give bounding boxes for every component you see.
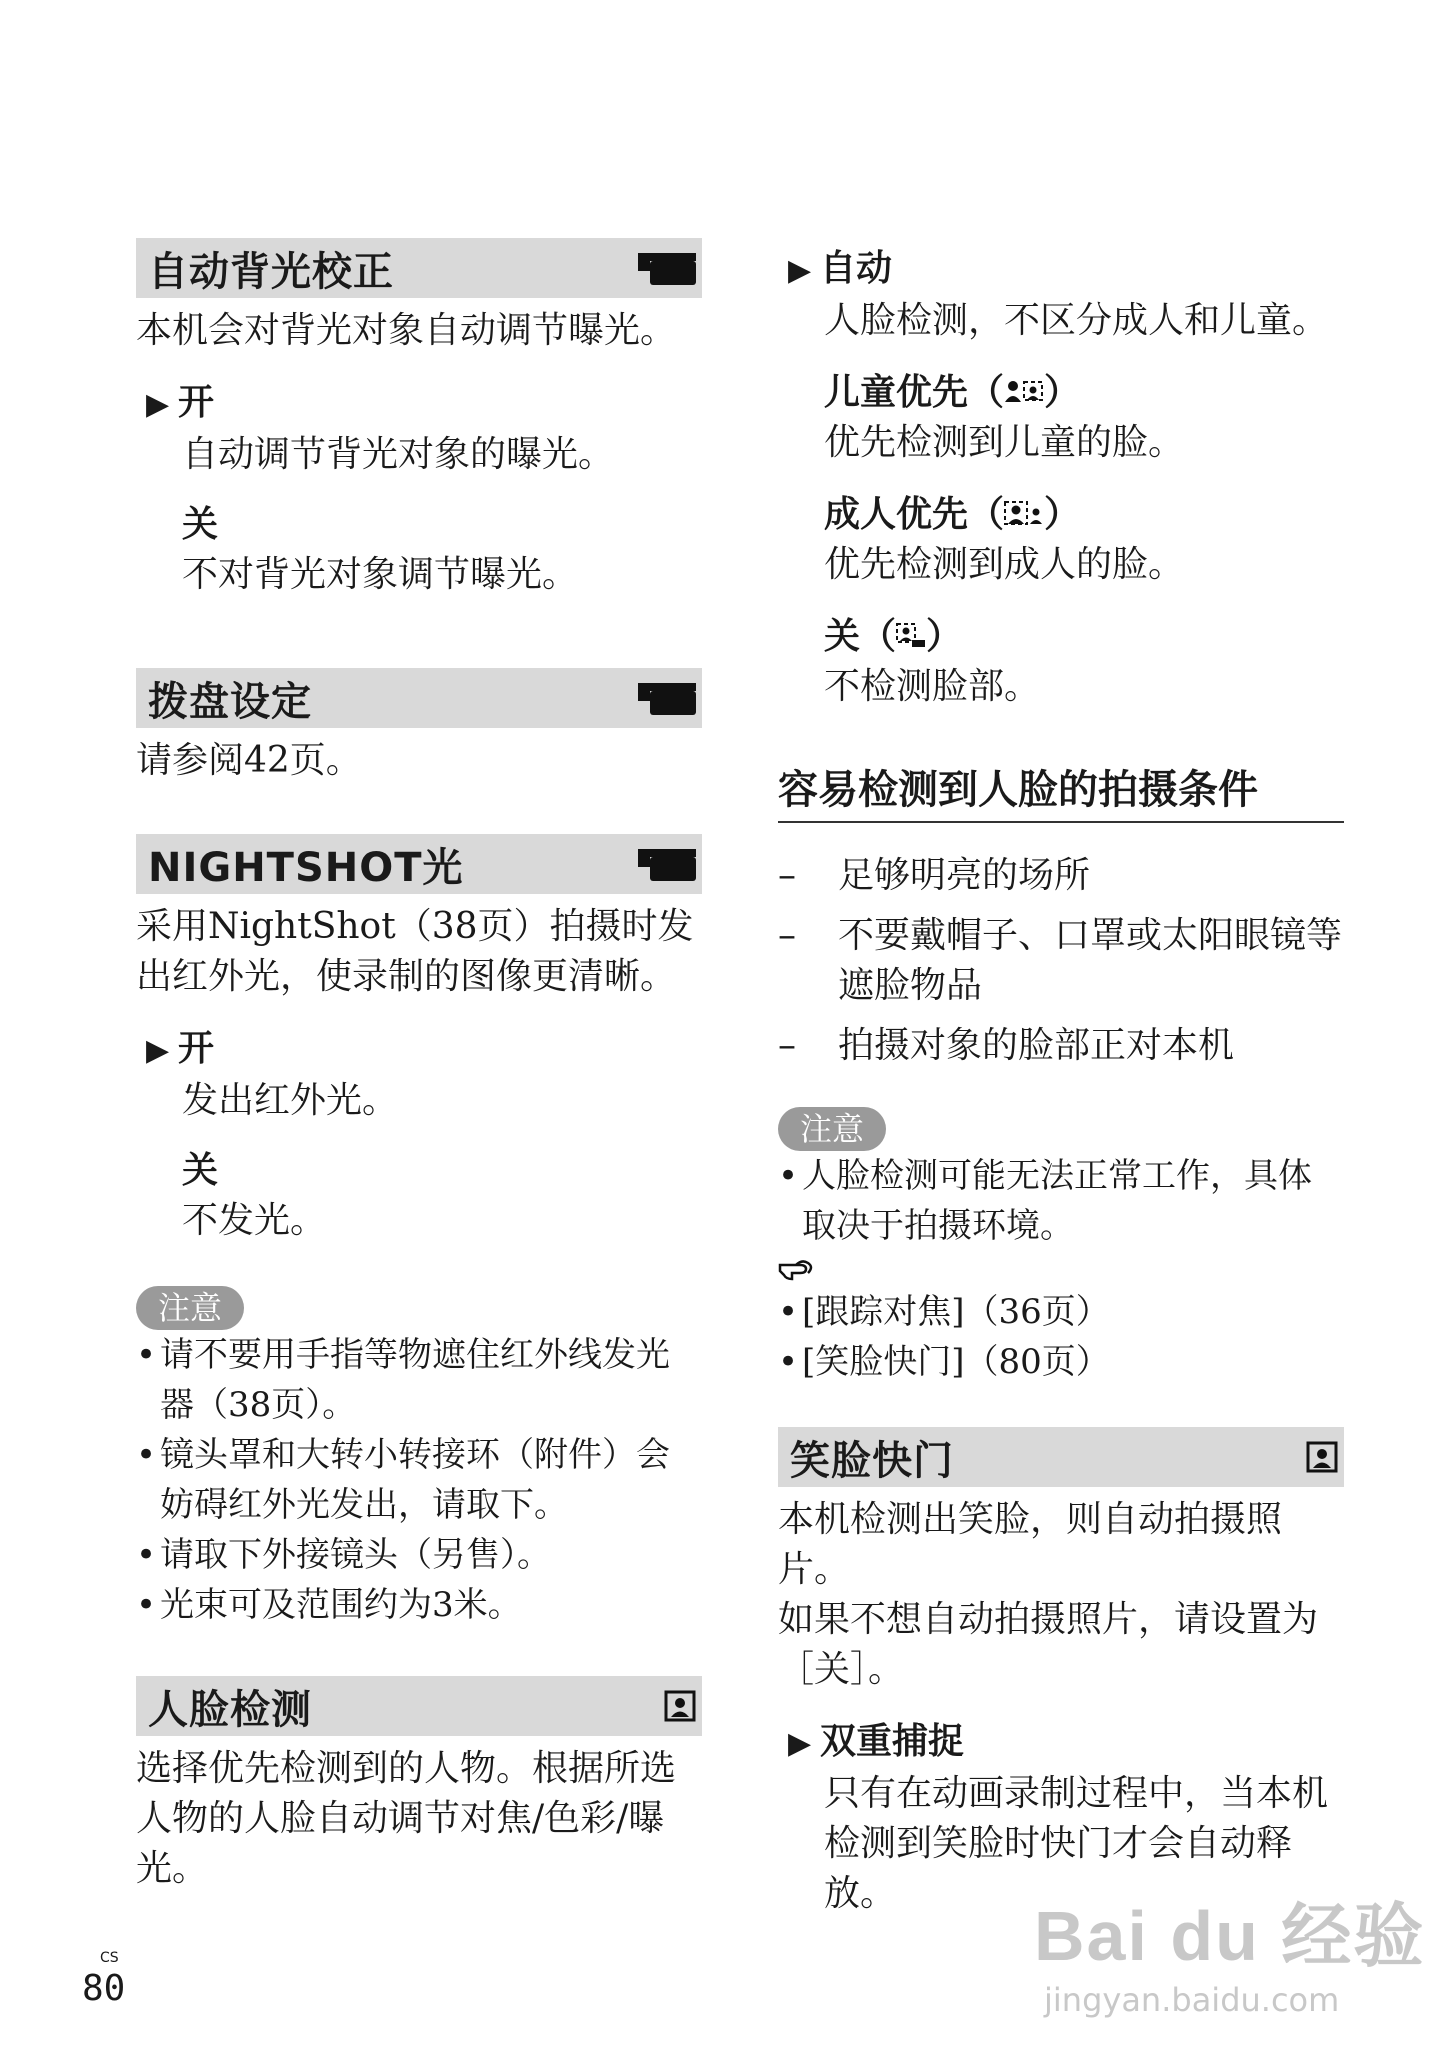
section-desc: 请参阅42页。 xyxy=(136,740,362,781)
note-badge: 注意 xyxy=(778,1107,886,1151)
option-label: 开 xyxy=(178,1028,215,1069)
option-on xyxy=(136,378,702,480)
option-auto xyxy=(778,244,1344,346)
camera-mode-icon xyxy=(638,251,696,285)
list-item: – 足够明亮的场所 xyxy=(778,855,1091,896)
note-badge: 注意 xyxy=(136,1286,244,1330)
section-header-face xyxy=(136,1676,702,1736)
page-language: CS xyxy=(100,1950,119,1966)
watermark-main: Bai du 经验 xyxy=(1034,1897,1426,1975)
option-desc: 优先检测到儿童的脸。 xyxy=(824,422,1185,463)
selected-marker: ▶ xyxy=(788,253,812,288)
selected-marker: ▶ xyxy=(788,1726,812,1761)
section-header-dial xyxy=(136,668,702,728)
option-label: 关 xyxy=(182,1150,219,1191)
option-face-off: 关（ ） 不检测脸部。 xyxy=(778,612,1344,712)
option-on xyxy=(136,1024,702,1126)
section-header-smile xyxy=(778,1427,1344,1487)
watermark-sub: jingyan.baidu.com xyxy=(1044,1981,1340,2019)
option-child-priority: 儿童优先（ ） 优先检测到儿童的脸。 xyxy=(778,368,1344,468)
option-off xyxy=(136,500,702,600)
option-desc: 优先检测到成人的脸。 xyxy=(824,544,1185,585)
conditions-list xyxy=(778,851,1344,1071)
selected-marker: ▶ xyxy=(146,387,170,422)
list-item: – 不要戴帽子、口罩或太阳眼镜等遮脸物品 xyxy=(778,915,1343,1006)
reference-link[interactable]: • [跟踪对焦]（36页） xyxy=(778,1292,1110,1332)
note-item: • 请不要用手指等物遮住红外线发光器（38页）。 xyxy=(136,1335,670,1425)
section-title: 拨盘设定 xyxy=(148,678,312,725)
section-desc: 采用NightShot（38页）拍摄时发出红外光，使录制的图像更清晰。 xyxy=(136,906,694,997)
section-desc: 本机检测出笑脸，则自动拍摄照片。 xyxy=(778,1499,1283,1590)
section-header-nightshot xyxy=(136,834,702,894)
selected-marker: ▶ xyxy=(146,1033,170,1068)
option-label: 成人优先（ xyxy=(824,494,1005,535)
section-header-backlight xyxy=(136,238,702,298)
left-column xyxy=(136,238,702,1894)
option-off xyxy=(136,1146,702,1246)
option-desc: 人脸检测，不区分成人和儿童。 xyxy=(824,300,1329,341)
watermark xyxy=(1034,1880,1425,2019)
right-column xyxy=(778,238,1344,1919)
section-desc: 本机会对背光对象自动调节曝光。 xyxy=(136,310,677,351)
option-label: 开 xyxy=(178,382,215,423)
section-title: 自动背光校正 xyxy=(148,248,394,295)
reference-link[interactable]: • [笑脸快门]（80页） xyxy=(778,1342,1110,1382)
section-title: NIGHTSHOT光 xyxy=(148,844,464,891)
face-frame-icon xyxy=(664,1690,696,1722)
option-label: 关 xyxy=(182,504,219,545)
section-title: 人脸检测 xyxy=(148,1686,312,1733)
option-desc: 只有在动画录制过程中，当本机检测到笑脸时快门才会自动释放。 xyxy=(824,1773,1329,1914)
option-label: 自动 xyxy=(820,248,893,289)
note-block xyxy=(136,1286,702,1630)
note-item: • 请取下外接镜头（另售）。 xyxy=(136,1535,551,1575)
reference-icon xyxy=(778,1255,1344,1287)
note-block xyxy=(778,1107,1344,1387)
note-item: • 光束可及范围约为3米。 xyxy=(136,1585,522,1625)
section-desc: 选择优先检测到的人物。根据所选人物的人脸自动调节对焦/色彩/曝光。 xyxy=(136,1748,677,1889)
option-label: 儿童优先（ xyxy=(824,372,1005,413)
list-item: – 拍摄对象的脸部正对本机 xyxy=(778,1025,1235,1066)
page-number: 80 xyxy=(82,1968,126,2009)
section-title: 笑脸快门 xyxy=(790,1437,954,1484)
option-label: 关（ xyxy=(824,616,897,657)
section-desc: 如果不想自动拍摄照片，请设置为［关］。 xyxy=(778,1599,1319,1690)
option-desc: 不对背光对象调节曝光。 xyxy=(182,554,579,595)
face-frame-icon xyxy=(1306,1441,1338,1473)
option-adult-priority: 成人优先（ ） 优先检测到成人的脸。 xyxy=(778,490,1344,590)
option-desc: 不发光。 xyxy=(182,1200,327,1241)
option-desc: 不检测脸部。 xyxy=(824,666,1041,707)
conditions-title: 容易检测到人脸的拍摄条件 xyxy=(778,758,1344,823)
note-item: • 人脸检测可能无法正常工作，具体取决于拍摄环境。 xyxy=(778,1156,1312,1246)
adult-priority-icon xyxy=(1004,500,1044,526)
note-item: • 镜头罩和大转小转接环（附件）会妨碍红外光发出，请取下。 xyxy=(136,1435,670,1525)
option-label: 双重捕捉 xyxy=(820,1721,965,1762)
option-desc: 发出红外光。 xyxy=(182,1080,399,1121)
camera-mode-icon xyxy=(638,681,696,715)
face-off-icon xyxy=(896,622,926,648)
option-desc: 自动调节背光对象的曝光。 xyxy=(182,434,615,475)
camera-mode-icon xyxy=(638,847,696,881)
child-priority-icon xyxy=(1004,378,1044,404)
